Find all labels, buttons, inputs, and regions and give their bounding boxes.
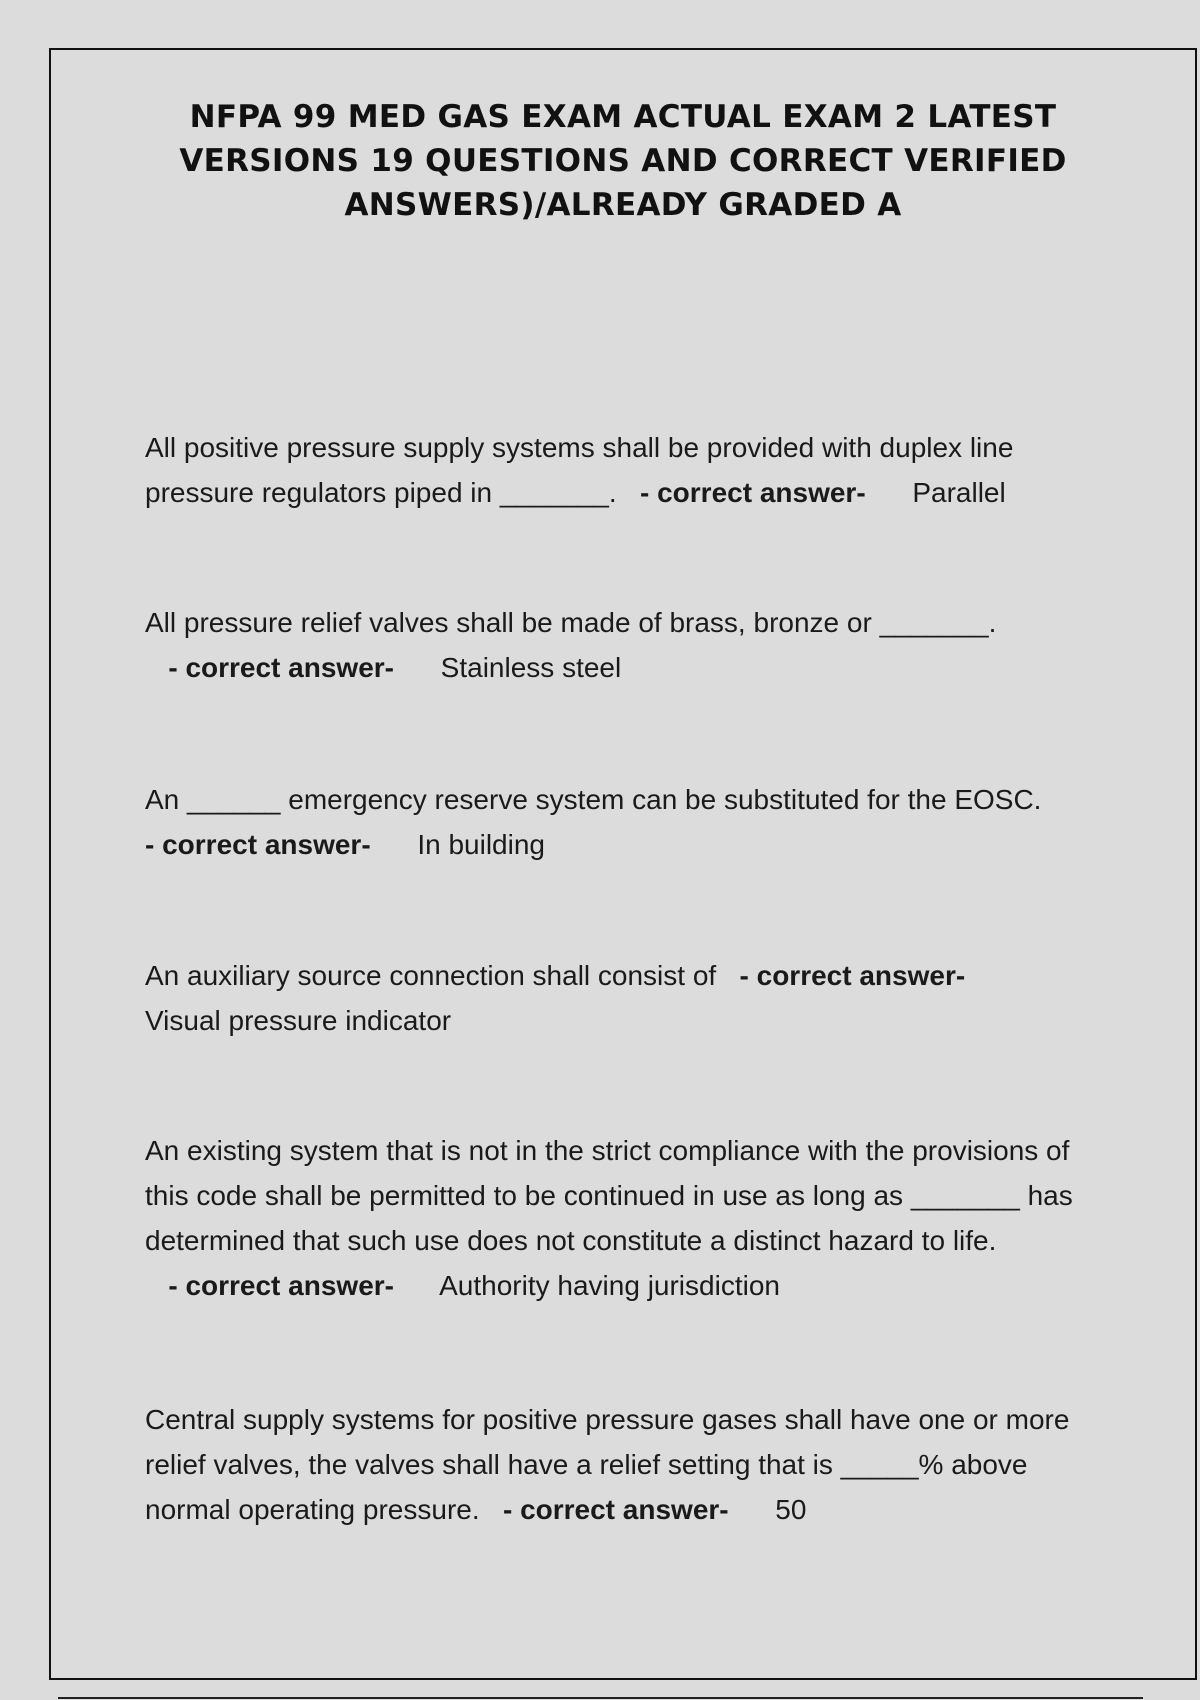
qa-item-6 — [145, 1397, 1105, 1532]
qa-item-2 — [145, 600, 1105, 690]
answer-text: Parallel — [912, 477, 1006, 508]
qa-item-1 — [145, 425, 1105, 515]
answer-text: In building — [417, 829, 545, 860]
answer-text: Visual pressure indicator — [145, 1005, 452, 1036]
question-text: An auxiliary source connection shall consist of — [145, 960, 717, 991]
answer-text: Authority having jurisdiction — [439, 1270, 780, 1301]
question-text: All pressure relief valves shall be made of brass, bronze or _______. — [145, 607, 997, 638]
qa-item-3 — [145, 777, 1105, 867]
qa-item-4 — [145, 953, 1105, 1043]
correct-answer-marker: - correct answer- — [502, 1494, 729, 1525]
qa-item-5 — [145, 1128, 1105, 1308]
correct-answer-marker: - correct answer- — [168, 1270, 394, 1301]
correct-answer-marker: - correct answer- — [739, 960, 966, 991]
answer-text: 50 — [775, 1494, 807, 1525]
correct-answer-marker: - correct answer- — [145, 829, 371, 860]
question-text: Central supply systems for positive pressure gases shall have one or more relief valves, the valves shall have a relief setting that is _____% above normal operating pressure. — [145, 1404, 1070, 1525]
page-bottom-rule — [58, 1697, 1143, 1699]
question-text: An existing system that is not in the strict compliance with the provisions of this code shall be permitted to be continued in use as long as _______ has determined that such use does not constitute a distinct hazard to life. — [145, 1135, 1073, 1256]
question-text: All positive pressure supply systems shall be provided with duplex line pressure regulators piped in _______. — [145, 432, 1014, 508]
document-title: NFPA 99 MED GAS EXAM ACTUAL EXAM 2 LATEST VERSIONS 19 QUESTIONS AND CORRECT VERIFIED ANSWERS)/ALREADY GRADED A — [179, 99, 1067, 223]
correct-answer-marker: - correct answer- — [168, 652, 394, 683]
correct-answer-marker: - correct answer- — [640, 477, 866, 508]
question-text: An ______ emergency reserve system can be substituted for the EOSC. — [145, 784, 1042, 815]
answer-text: Stainless steel — [440, 652, 622, 683]
